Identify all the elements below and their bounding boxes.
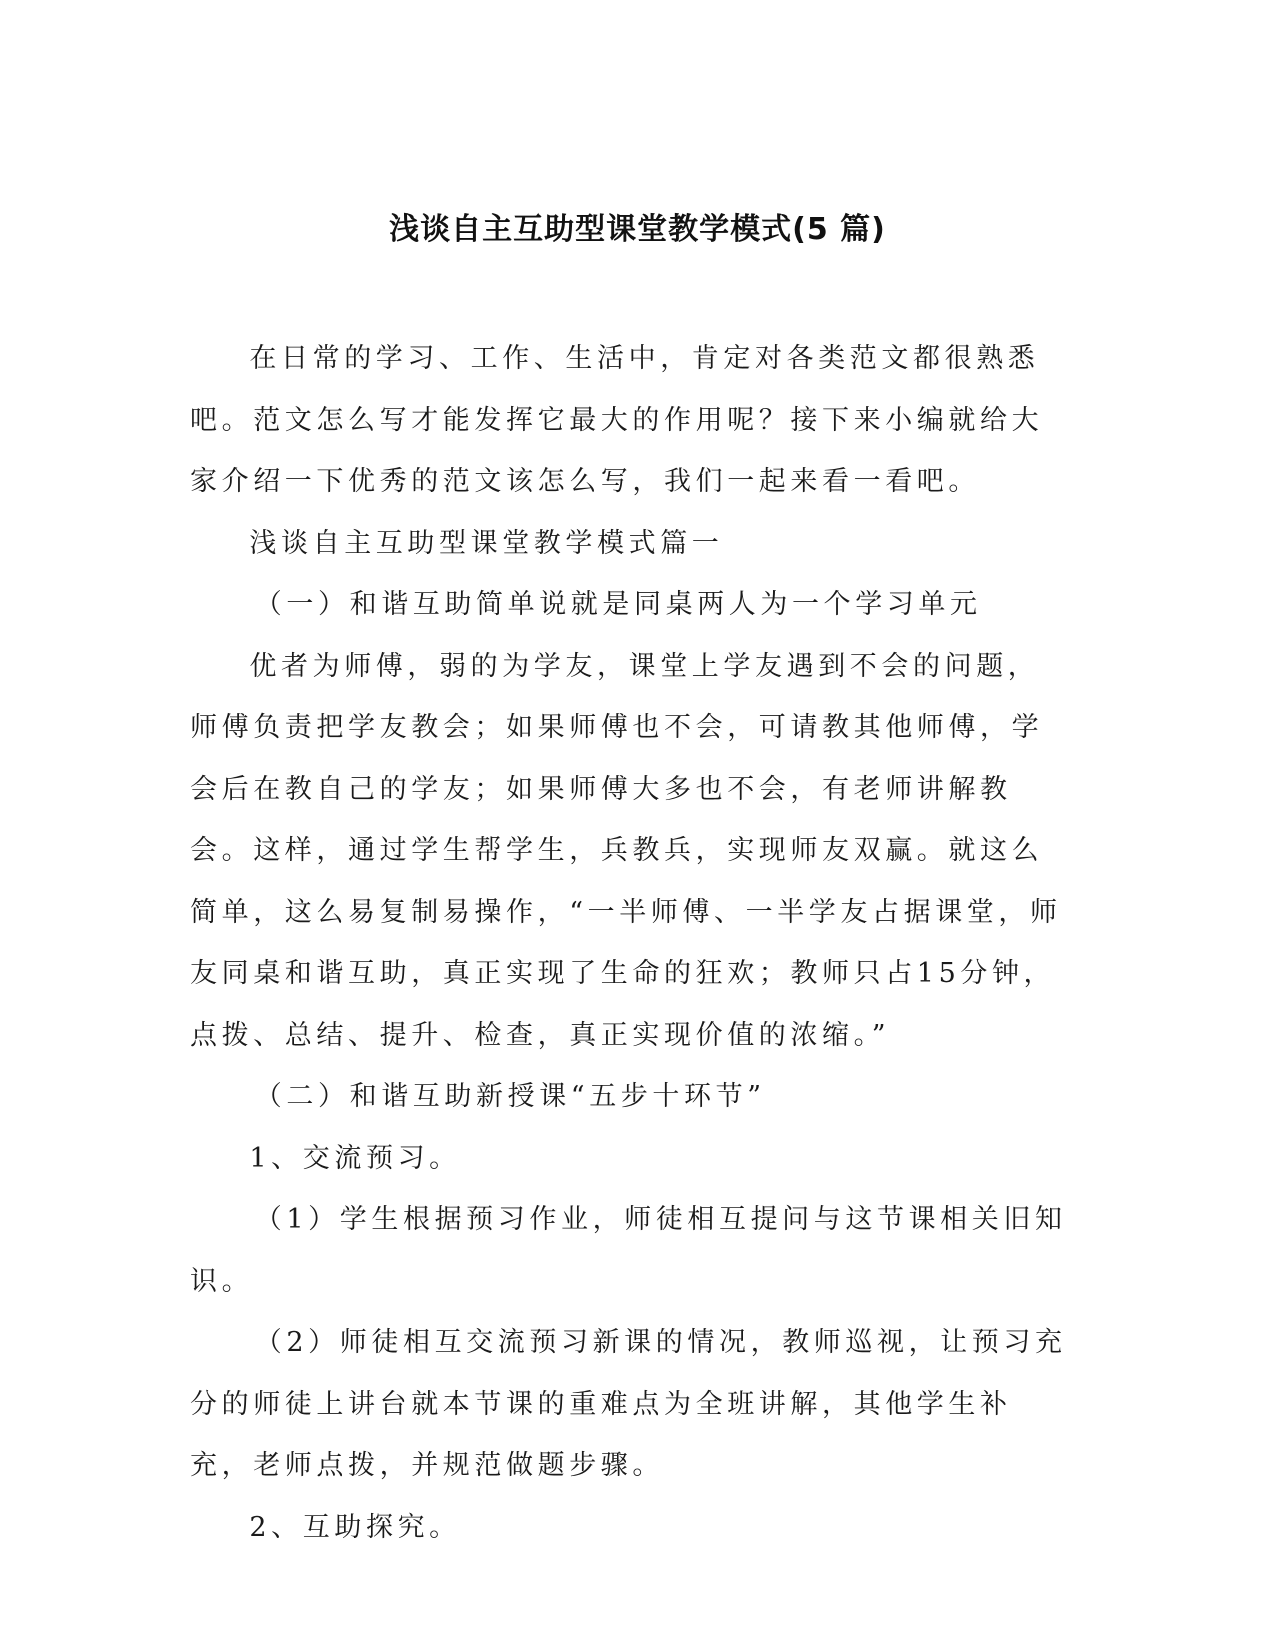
- document-body: [190, 328, 1070, 1558]
- document-title: 浅谈自主互助型课堂教学模式(5 篇): [389, 212, 886, 247]
- step-heading-1: 1、交流预习。: [249, 1142, 461, 1174]
- section-heading: 浅谈自主互助型课堂教学模式篇一: [249, 527, 724, 559]
- intro-paragraph: 在日常的学习、工作、生活中，肯定对各类范文都很熟悉吧。范文怎么写才能发挥它最大的作用呢？接下来小编就给大家介绍一下优秀的范文该怎么写，我们一起来看一看吧。: [190, 343, 1044, 497]
- subsection-heading-1: （一）和谐互助简单说就是同桌两人为一个学习单元: [254, 589, 982, 620]
- list-item-1: （1）学生根据预习作业，师徒相互提问与这节课相关旧知识。: [190, 1204, 1067, 1297]
- step-heading-2: 2、互助探究。: [249, 1511, 461, 1543]
- body-paragraph: 优者为师傅，弱的为学友，课堂上学友遇到不会的问题，师傅负责把学友教会；如果师傅也不会，可请教其他师傅，学会后在教自己的学友；如果师傅大多也不会，有老师讲解教会。这样，通过学生帮学生，兵教兵，实现师友双赢。就这么简单，这么易复制易操作，“一半师傅、一半学友占据课堂，师友同桌和谐互助，真正实现了生命的狂欢；教师只占15分钟，点拨、总结、提升、检查，真正实现价值的浓缩。”: [190, 650, 1062, 1051]
- list-item-2: （2）师徒相互交流预习新课的情况，教师巡视，让预习充分的师徒上讲台就本节课的重难点为全班讲解，其他学生补充，老师点拨，并规范做题步骤。: [190, 1327, 1067, 1481]
- subsection-heading-2: （二）和谐互助新授课“五步十环节”: [254, 1081, 766, 1112]
